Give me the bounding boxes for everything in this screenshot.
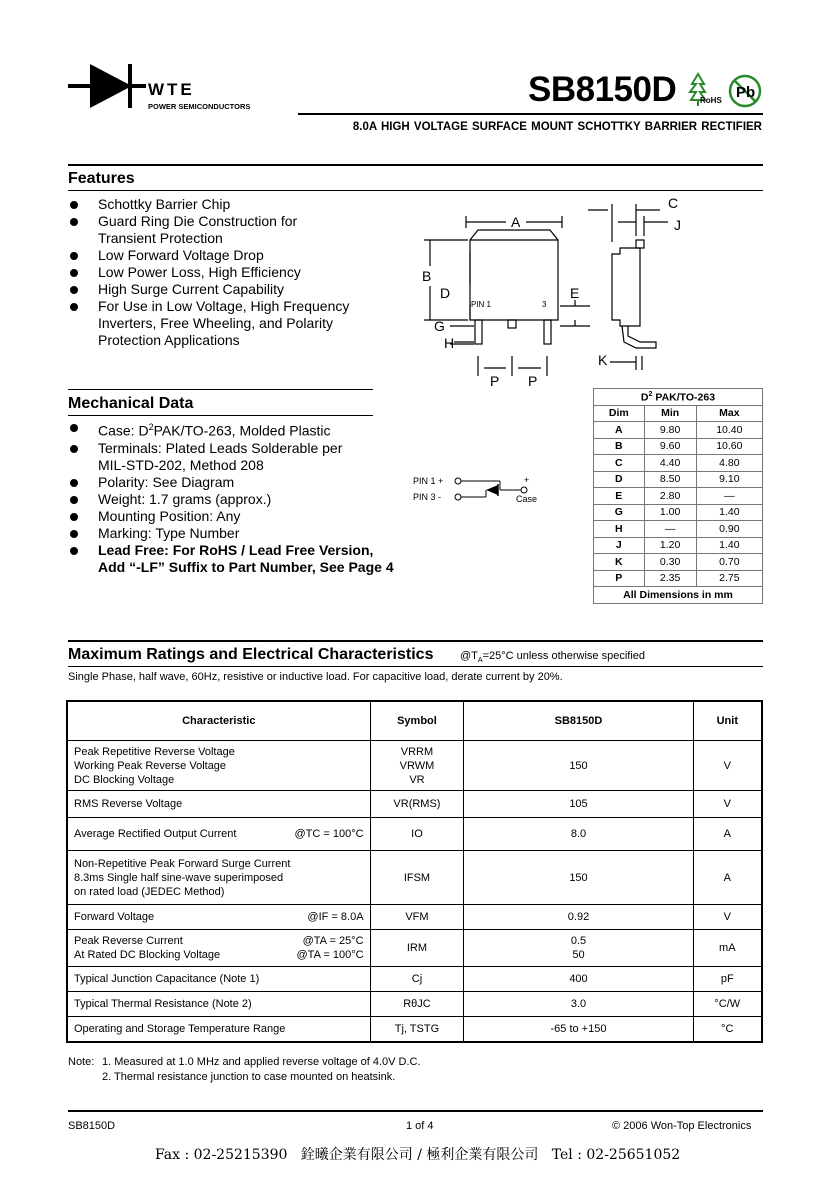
notes-label: Note: — [68, 1056, 95, 1068]
mechanical-text: Lead Free: For RoHS / Lead Free Version, — [98, 541, 374, 558]
dim-label-p2: P — [528, 373, 538, 389]
ratings-heading: Maximum Ratings and Electrical Characteristics — [68, 646, 434, 663]
mechanical-text: Mounting Position: Any — [98, 507, 241, 524]
mechanical-item — [68, 440, 408, 474]
ratings-symbol: VRRM VRWM VR — [370, 741, 464, 791]
dimensions-cell: J — [594, 537, 645, 554]
bullet-icon — [70, 303, 78, 311]
feature-item — [68, 196, 398, 213]
dimensions-row — [594, 471, 763, 488]
dim-label-j: J — [674, 217, 681, 233]
ratings-value: 0.5 50 — [464, 930, 693, 967]
mechanical-item — [68, 542, 408, 576]
dimensions-cell: 1.20 — [644, 537, 696, 554]
mechanical-text: Add “-LF” Suffix to Part Number, See Page 4 — [98, 558, 394, 575]
feature-text: Inverters, Free Wheeling, and Polarity — [98, 315, 333, 331]
dimensions-cell: 2.35 — [644, 570, 696, 587]
dimensions-cell: A — [594, 422, 645, 439]
dimensions-row — [594, 504, 763, 521]
drawing-pin1-label: PIN 1 — [471, 300, 492, 309]
feature-item — [68, 298, 398, 349]
ratings-symbol: Tj, TSTG — [370, 1017, 464, 1042]
lead-free-icon — [728, 74, 762, 108]
dimensions-row — [594, 422, 763, 439]
mechanical-text: Marking: Type Number — [98, 524, 240, 541]
mechanical-list — [68, 419, 408, 576]
dimensions-cell: 2.80 — [644, 488, 696, 505]
rohs-label: RoHS — [700, 96, 722, 105]
dim-label-c: C — [668, 196, 679, 211]
dim-label-d: D — [440, 285, 451, 301]
ratings-value: 3.0 — [464, 992, 693, 1017]
mechanical-text: Polarity: See Diagram — [98, 473, 235, 490]
mechanical-text: MIL-STD-202, Method 208 — [98, 456, 264, 473]
ratings-characteristic: Forward Voltage @IF = 8.0A — [67, 905, 370, 930]
bullet-icon — [70, 252, 78, 260]
dimensions-cell: 10.60 — [696, 438, 762, 455]
polarity-schematic — [412, 472, 552, 508]
dimensions-table-footer: All Dimensions in mm — [594, 587, 763, 604]
ratings-unit: pF — [693, 967, 762, 992]
ratings-note: Single Phase, half wave, 60Hz, resistive or inductive load. For capacitive load, derate current by 20%. — [68, 671, 563, 683]
pb-text: Pb — [736, 84, 756, 101]
features-top-rule — [68, 164, 763, 166]
ratings-condition-text: @TC = 100°C — [294, 828, 364, 840]
bullet-icon — [70, 201, 78, 209]
features-heading: Features — [68, 170, 135, 187]
feature-text: For Use in Low Voltage, High Frequency — [98, 298, 350, 314]
ratings-col-header: Unit — [693, 701, 762, 741]
ratings-col-header: Characteristic — [67, 701, 370, 741]
dimensions-cell: G — [594, 504, 645, 521]
ratings-symbol: IO — [370, 818, 464, 851]
dimensions-cell: C — [594, 455, 645, 472]
mechanical-bottom-rule — [68, 415, 373, 416]
ratings-symbol: IFSM — [370, 851, 464, 905]
dimensions-cell: B — [594, 438, 645, 455]
dimensions-cell: 8.50 — [644, 471, 696, 488]
package-outline-drawing — [410, 196, 700, 396]
mechanical-item — [68, 508, 408, 525]
ratings-value: 8.0 — [464, 818, 693, 851]
bullet-icon — [70, 496, 78, 504]
drawing-pin3-label: 3 — [542, 300, 547, 309]
dimensions-cell: — — [696, 488, 762, 505]
mechanical-item — [68, 491, 408, 508]
dim-label-a: A — [511, 214, 521, 230]
dimensions-header-row — [594, 405, 763, 422]
feature-item — [68, 247, 398, 264]
ratings-col-header: SB8150D — [464, 701, 693, 741]
dimensions-row — [594, 438, 763, 455]
ratings-condition: $@T_A=25^\circ C$ unless otherwise specified — [460, 650, 646, 665]
dimensions-cell: H — [594, 521, 645, 538]
schematic-plus: + — [524, 475, 530, 485]
feature-text: Transient Protection — [98, 230, 223, 246]
bullet-icon — [70, 445, 78, 453]
ratings-condition-text: @TA = 100°C — [296, 949, 364, 961]
mechanical-text: Weight: 1.7 grams (approx.) — [98, 490, 272, 507]
ratings-characteristic: Typical Thermal Resistance (Note 2) — [67, 992, 370, 1017]
dimensions-row — [594, 488, 763, 505]
bullet-icon — [70, 547, 78, 555]
ratings-characteristic: Peak Repetitive Reverse Voltage Working Peak Reverse Voltage DC Blocking Voltage — [67, 741, 370, 791]
dimensions-cell: 9.60 — [644, 438, 696, 455]
dimensions-body — [594, 422, 763, 587]
feature-text: Low Power Loss, High Efficiency — [98, 264, 301, 280]
dim-label-p1: P — [490, 373, 500, 389]
ratings-unit: A — [693, 851, 762, 905]
header-divider — [298, 113, 763, 115]
mechanical-text: Terminals: Plated Leads Solderable per — [98, 439, 343, 456]
ratings-characteristic: Peak Reverse Current @TA = 25°C At Rated DC Blocking Voltage @TA = 100°C — [67, 930, 370, 967]
ratings-characteristic: Operating and Storage Temperature Range — [67, 1017, 370, 1042]
ratings-unit: °C/W — [693, 992, 762, 1017]
dimensions-row — [594, 554, 763, 571]
ratings-row — [67, 992, 762, 1017]
document-subtitle: 8.0A HIGH VOLTAGE SURFACE MOUNT SCHOTTKY BARRIER RECTIFIER — [352, 121, 762, 133]
dimensions-row — [594, 570, 763, 587]
ratings-characteristic: Average Rectified Output Current @TC = 100°C — [67, 818, 370, 851]
ratings-unit: °C — [693, 1017, 762, 1042]
mechanical-item — [68, 419, 408, 440]
dimensions-cell: 4.80 — [696, 455, 762, 472]
ratings-row — [67, 818, 762, 851]
footer-rule — [68, 1110, 763, 1112]
dimensions-cell: — — [644, 521, 696, 538]
ratings-symbol: VFM — [370, 905, 464, 930]
schematic-case: Case — [516, 494, 538, 504]
bullet-icon — [70, 286, 78, 294]
footer-copyright: © 2006 Won-Top Electronics — [612, 1120, 752, 1132]
ratings-row — [67, 851, 762, 905]
mechanical-heading: Mechanical Data — [68, 395, 194, 412]
feature-text: Guard Ring Die Construction for — [98, 213, 298, 229]
feature-text: Low Forward Voltage Drop — [98, 247, 264, 263]
notes-block — [68, 1055, 421, 1085]
note-2: 2. Thermal resistance junction to case mounted on heatsink. — [102, 1071, 396, 1083]
dimensions-cell: 0.30 — [644, 554, 696, 571]
bullet-icon — [70, 513, 78, 521]
ratings-condition-text: @TA = 25°C — [302, 935, 364, 947]
ratings-value: 105 — [464, 791, 693, 818]
ratings-characteristic: RMS Reverse Voltage — [67, 791, 370, 818]
dimensions-cell: 0.90 — [696, 521, 762, 538]
ratings-characteristic: Typical Junction Capacitance (Note 1) — [67, 967, 370, 992]
ratings-row — [67, 967, 762, 992]
ratings-header-row — [67, 701, 762, 741]
feature-item — [68, 213, 398, 247]
ratings-top-rule — [68, 640, 763, 642]
brand-subtitle: POWER SEMICONDUCTORS — [148, 102, 251, 111]
bullet-icon — [70, 530, 78, 538]
dim-label-b: B — [422, 268, 432, 284]
dimensions-cell: 10.40 — [696, 422, 762, 439]
dimensions-col-header: Max — [696, 405, 762, 422]
ratings-row — [67, 741, 762, 791]
bullet-icon — [70, 479, 78, 487]
mechanical-text: Case: $D^2PAK/TO-263$, Molded Plastic — [98, 422, 331, 439]
feature-item — [68, 264, 398, 281]
feature-text: Schottky Barrier Chip — [98, 196, 231, 212]
feature-text: Protection Applications — [98, 332, 240, 348]
dimensions-cell: K — [594, 554, 645, 571]
ratings-col-header: Symbol — [370, 701, 464, 741]
ratings-body — [67, 741, 762, 1042]
dimensions-cell: E — [594, 488, 645, 505]
ratings-unit: A — [693, 818, 762, 851]
bullet-icon — [70, 424, 78, 432]
ratings-value: 400 — [464, 967, 693, 992]
dimensions-cell: 2.75 — [696, 570, 762, 587]
ratings-unit: mA — [693, 930, 762, 967]
dim-label-h: H — [444, 335, 455, 351]
dimensions-col-header: Dim — [594, 405, 645, 422]
ratings-row — [67, 905, 762, 930]
ratings-condition-text: @IF = 8.0A — [307, 911, 364, 923]
features-bottom-rule — [68, 190, 763, 191]
dimensions-row — [594, 455, 763, 472]
fax-stamp-line: Fax : 02-25215390 銓曦企業有限公司 / 極利企業有限公司 Tel : 02-25651052 — [155, 1147, 681, 1163]
ratings-bottom-rule — [68, 666, 763, 667]
dim-label-g: G — [434, 318, 445, 334]
ratings-value: 150 — [464, 741, 693, 791]
dimensions-col-header: Min — [644, 405, 696, 422]
part-number-title: SB8150D — [528, 70, 677, 109]
dim-label-e: E — [570, 285, 580, 301]
dimensions-cell: 9.80 — [644, 422, 696, 439]
ratings-characteristic: Non-Repetitive Peak Forward Surge Current 8.3ms Single half sine-wave superimposed on rated load (JEDEC Method) — [67, 851, 370, 905]
ratings-value: 0.92 — [464, 905, 693, 930]
features-list — [68, 196, 398, 349]
dim-label-k: K — [598, 352, 608, 368]
dimensions-cell: 1.00 — [644, 504, 696, 521]
ratings-row — [67, 930, 762, 967]
ratings-symbol: IRM — [370, 930, 464, 967]
mechanical-top-rule — [68, 389, 373, 390]
dimensions-row — [594, 521, 763, 538]
footer-part-number: SB8150D — [68, 1120, 116, 1132]
diode-symbol-icon — [486, 485, 498, 495]
ratings-unit: V — [693, 791, 762, 818]
feature-item — [68, 281, 398, 298]
footer-page-number: 1 of 4 — [406, 1120, 434, 1132]
dimensions-cell: 1.40 — [696, 504, 762, 521]
dimensions-cell: D — [594, 471, 645, 488]
dimensions-cell: 4.40 — [644, 455, 696, 472]
dimensions-table-title: $D^2$ PAK/TO-263 — [594, 389, 763, 406]
dimensions-cell: P — [594, 570, 645, 587]
ratings-symbol: Cj — [370, 967, 464, 992]
mechanical-item — [68, 525, 408, 542]
ratings-symbol: VR(RMS) — [370, 791, 464, 818]
ratings-row — [67, 1017, 762, 1042]
dimensions-cell: 1.40 — [696, 537, 762, 554]
ratings-table — [66, 700, 763, 1043]
brand-name: WTE — [148, 80, 195, 99]
ratings-unit: V — [693, 905, 762, 930]
mechanical-item — [68, 474, 408, 491]
ratings-unit: V — [693, 741, 762, 791]
schematic-pin3: PIN 3 - — [413, 492, 442, 502]
ratings-value: -65 to +150 — [464, 1017, 693, 1042]
ratings-row — [67, 791, 762, 818]
bullet-icon — [70, 269, 78, 277]
feature-text: High Surge Current Capability — [98, 281, 284, 297]
dimensions-row — [594, 537, 763, 554]
bullet-icon — [70, 218, 78, 226]
dimensions-cell: 0.70 — [696, 554, 762, 571]
ratings-symbol: RθJC — [370, 992, 464, 1017]
dimensions-table — [593, 388, 763, 604]
schematic-pin1: PIN 1 + — [413, 476, 444, 486]
note-1: 1. Measured at 1.0 MHz and applied reverse voltage of 4.0V D.C. — [102, 1056, 421, 1068]
dimensions-cell: 9.10 — [696, 471, 762, 488]
ratings-value: 150 — [464, 851, 693, 905]
